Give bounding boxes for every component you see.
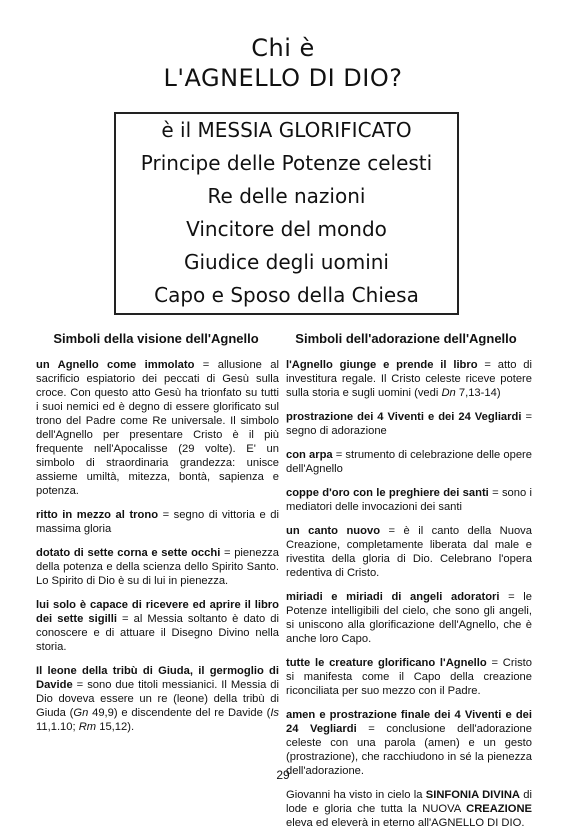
title-line-2: L'AGNELLO DI DIO? bbox=[163, 64, 403, 92]
paragraph: lui solo è capace di ricevere ed aprire il libro dei sette sigilli = al Messia soltanto è dato di conoscere e di attuare il Disegno Divino nella storia. bbox=[36, 599, 279, 653]
title-line-1: Chi è bbox=[251, 34, 315, 62]
titles-box bbox=[114, 112, 459, 315]
box-line-3: Re delle nazioni bbox=[207, 184, 366, 208]
left-column bbox=[36, 358, 279, 744]
paragraph: l'Agnello giunge e prende il libro = atto di investitura regale. Il Cristo celeste riceve potere sulla storia e sugli uomini (vedi Dn 7,13-14) bbox=[286, 359, 532, 399]
box-line-2: Principe delle Potenze celesti bbox=[140, 151, 433, 175]
box-line-1: è il MESSIA GLORIFICATO bbox=[161, 118, 412, 142]
paragraph: prostrazione dei 4 Viventi e dei 24 Vegliardi = segno di adorazione bbox=[286, 411, 532, 437]
paragraph: ritto in mezzo al trono = segno di vittoria e di massima gloria bbox=[36, 509, 279, 535]
box-line-6: Capo e Sposo della Chiesa bbox=[154, 283, 419, 307]
left-column-heading: Simboli della visione dell'Agnello bbox=[53, 331, 259, 346]
box-line-4: Vincitore del mondo bbox=[186, 217, 387, 241]
paragraph: Il leone della tribù di Giuda, il germoglio di Davide = sono due titoli messianici. Il Messia di Dio doveva essere un re (leone) della tribù di Giuda (Gn 49,9) e discendente del re Davide (Is 11,1.10; Rm 15,12). bbox=[36, 665, 280, 733]
closing-paragraph: Giovanni ha visto in cielo la SINFONIA DIVINA di lode e gloria che tutta la NUOVA CREAZIONE eleva ed eleverà in eterno all'AGNELLO DI DIO. bbox=[286, 789, 532, 829]
paragraph: amen e prostrazione finale dei 4 Viventi e dei 24 Vegliardi = conclusione dell'adorazione celeste con una parola (amen) e un gesto (prostrazione), che racchiudono in sé la pienezza dell'adorazione. bbox=[286, 709, 533, 777]
paragraph: coppe d'oro con le preghiere dei santi = sono i mediatori delle invocazioni dei santi bbox=[286, 487, 532, 513]
paragraph: miriadi e miriadi di angeli adoratori = le Potenze intelligibili del cielo, che sono gli angeli, si uniscono alla glorificazione dell'Agnello, che è anche loro Capo. bbox=[286, 591, 532, 645]
paragraph: un Agnello come immolato = allusione al sacrificio espiatorio dei peccati di Gesù sulla croce. Con questo atto Gesù ha trionfato su tutti i suoi nemici ed è degno di essere glorificato sul trono del Padre come Re universale. Il simbolo dell'Agnello per presentare Cristo è il più frequente nell'Apocalisse (29 volte). E' un simbolo di straordinaria grandezza: unisce assieme umiltà, mitezza, bontà, sapienza e potenza. bbox=[36, 359, 279, 497]
paragraph: con arpa = strumento di celebrazione delle opere dell'Agnello bbox=[286, 449, 532, 475]
paragraph: dotato di sette corna e sette occhi = pienezza della potenza e della scienza dello Spirito Santo. Lo Spirito di Dio è su di lui in pienezza. bbox=[36, 547, 279, 587]
right-column-heading: Simboli dell'adorazione dell'Agnello bbox=[295, 331, 517, 346]
paragraph: un canto nuovo = è il canto della Nuova Creazione, completamente liberata dal male e rivestita della gloria di Dio. Celebrano l'opera redentiva di Cristo. bbox=[286, 525, 532, 579]
paragraph: tutte le creature glorificano l'Agnello = Cristo si manifesta come il Capo della creazione riconciliata per suo mezzo con il Padre. bbox=[286, 657, 533, 697]
page-number: 29 bbox=[276, 768, 290, 782]
box-line-5: Giudice degli uomini bbox=[184, 250, 389, 274]
